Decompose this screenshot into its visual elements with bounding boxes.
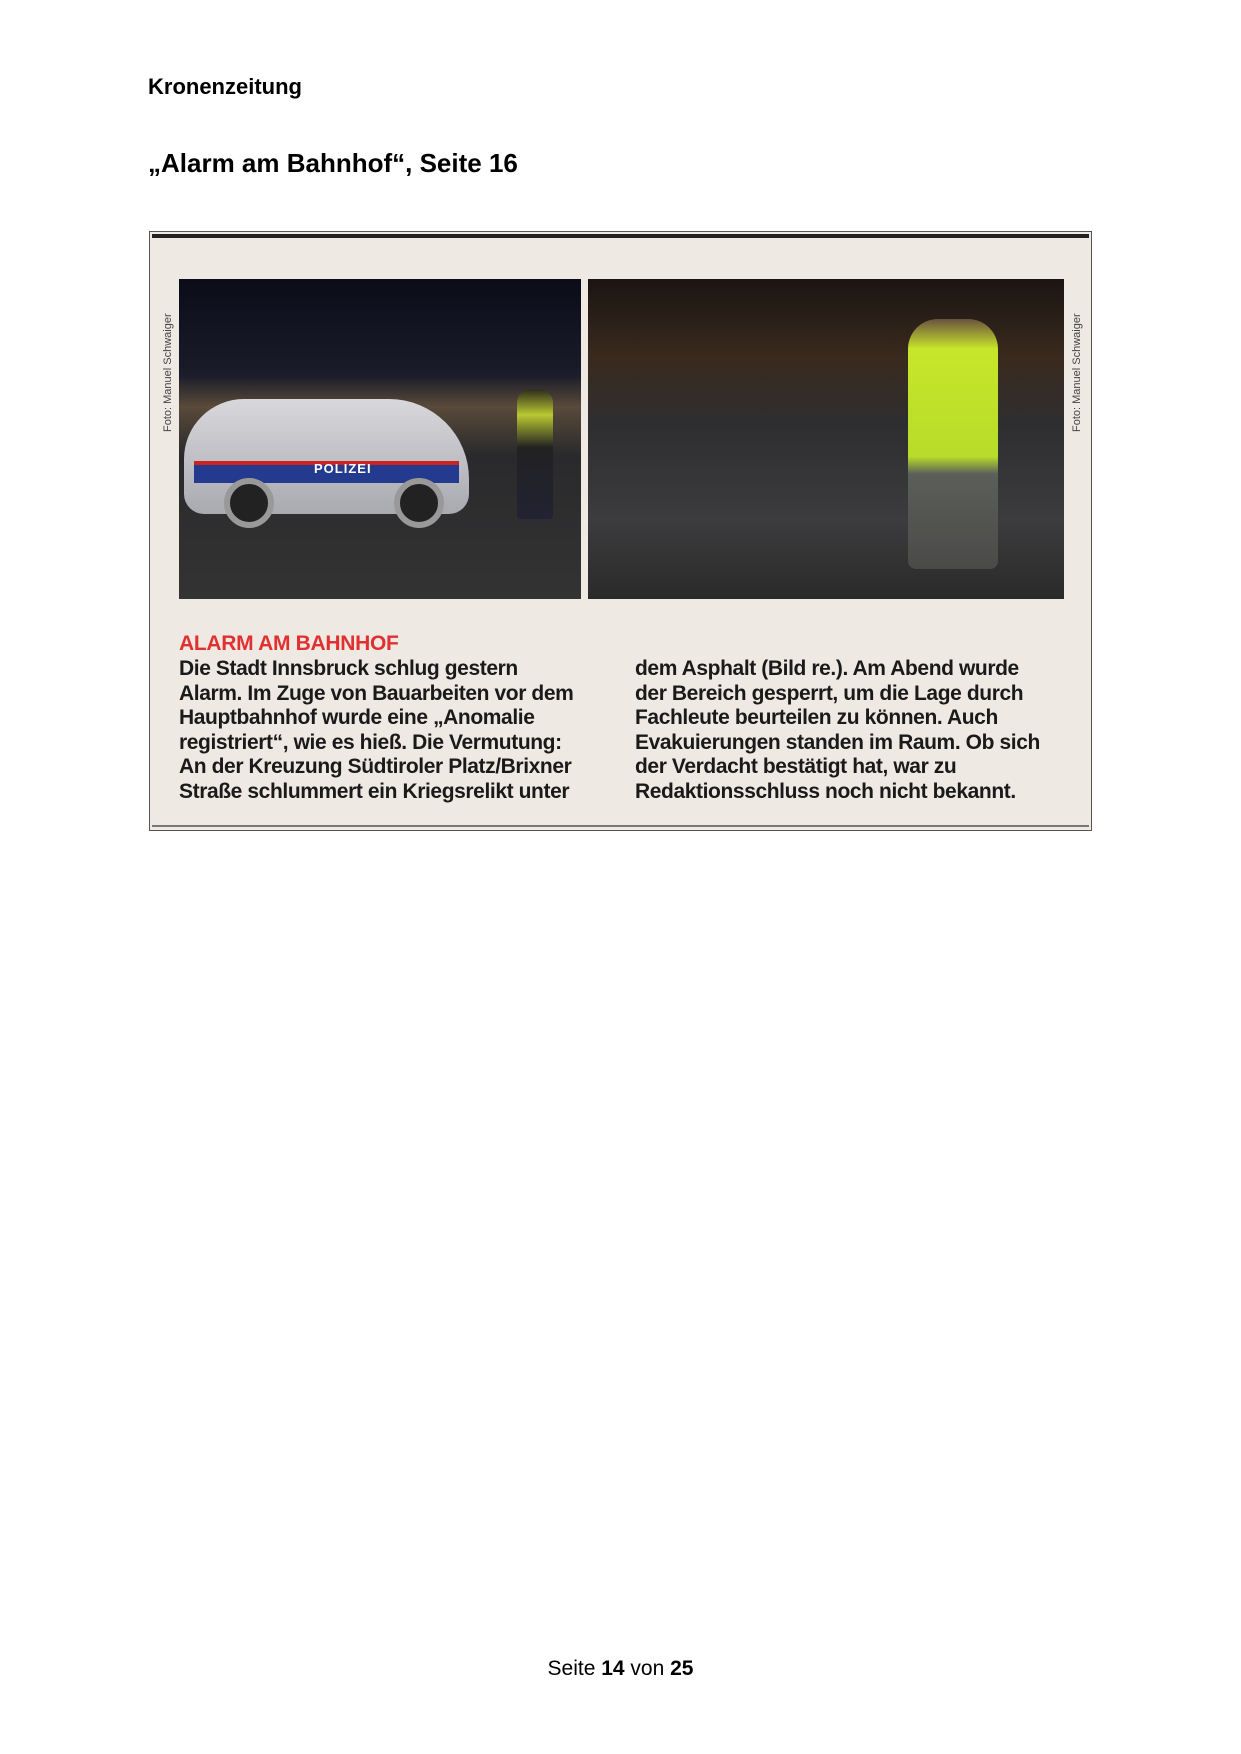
text-line: Redaktionsschluss noch nicht bekannt.: [635, 779, 1016, 803]
page-of: von: [624, 1657, 671, 1680]
text-line: Evakuierungen standen im Raum. Ob sich: [635, 730, 1040, 754]
total-pages: 25: [670, 1657, 694, 1680]
newspaper-clipping: [149, 231, 1092, 831]
clipping-heading: ALARM AM BAHNHOF: [179, 632, 399, 655]
text-column-1: [179, 657, 609, 805]
wheel: [224, 478, 274, 528]
text-line: registriert“, wie es hieß. Die Vermutung:: [179, 730, 562, 754]
text-column-2: [635, 657, 1065, 805]
current-page: 14: [601, 1657, 625, 1680]
text-line: der Verdacht bestätigt hat, war zu: [635, 755, 957, 779]
officer: [517, 389, 553, 519]
text-line: dem Asphalt (Bild re.). Am Abend wurde: [635, 657, 1019, 680]
source-name: Kronenzeitung: [148, 74, 302, 99]
bottom-rule: [152, 825, 1089, 827]
police-car: [184, 399, 469, 514]
text-line: Die Stadt Innsbruck schlug gestern: [179, 657, 518, 680]
photo-police-car: [179, 279, 581, 599]
wheel: [394, 478, 444, 528]
page-prefix: Seite: [547, 1657, 602, 1680]
text-line: der Bereich gesperrt, um die Lage durch: [635, 681, 1024, 705]
text-line: Alarm. Im Zuge von Bauarbeiten vor dem: [179, 681, 574, 705]
text-line: Fachleute beurteilen zu können. Auch: [635, 706, 998, 730]
photo-credit-left: Foto: Manuel Schwaiger: [162, 313, 174, 432]
photo-street-worker: [588, 279, 1064, 599]
photo-credit-right: Foto: Manuel Schwaiger: [1071, 313, 1083, 432]
worker-in-hi-vis: [908, 319, 998, 569]
page-number: [0, 1657, 1241, 1681]
text-line: An der Kreuzung Südtiroler Platz/Brixner: [179, 755, 572, 779]
text-line: Straße schlummert ein Kriegsrelikt unter: [179, 779, 570, 803]
car-label: POLIZEI: [314, 461, 372, 476]
article-title: „Alarm am Bahnhof“, Seite 16: [148, 148, 518, 178]
top-rule: [152, 234, 1089, 238]
text-line: Hauptbahnhof wurde eine „Anomalie: [179, 706, 535, 730]
